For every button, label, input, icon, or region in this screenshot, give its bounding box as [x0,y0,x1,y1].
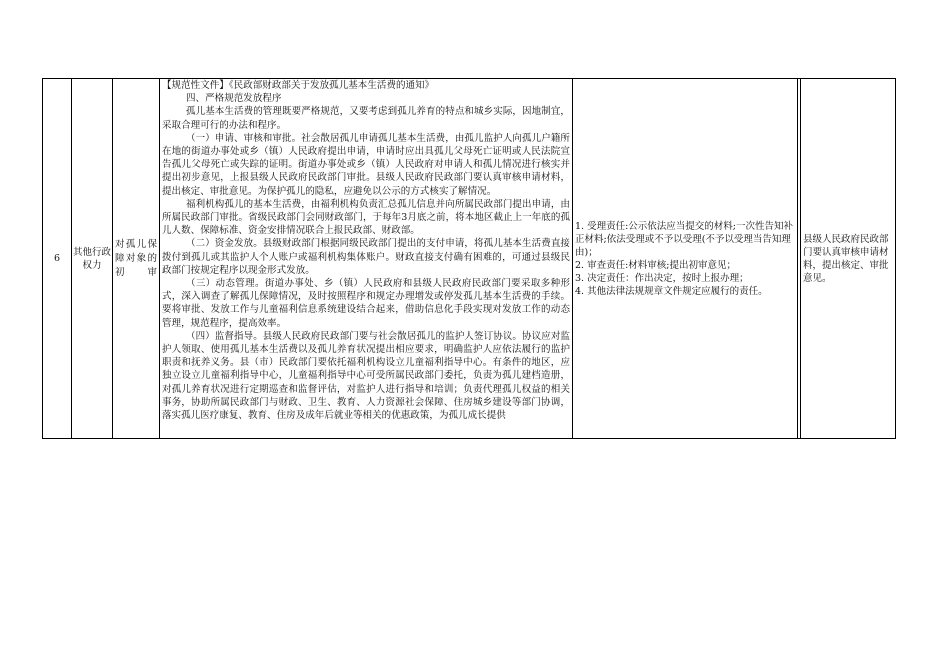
responsibility-table [42,78,896,439]
responsibility-item: 2. 审查责任:材料审核;提出初审意见； [575,259,736,271]
responsibility-item: 4. 其他法律法规规章文件规定应履行的责任。 [575,285,768,297]
department-cell: 县级人民政府民政部门要认真审核申请材料，提出核定、审批意见。 [801,79,896,439]
row-number: 6 [43,79,72,439]
basis-paragraph: 四、严格规范发放程序 [186,93,282,105]
responsibility-item: 1. 受理责任:公示依法应当提交的材料;一次性告知补正材料;依法受理或不予以受理(不予以受理当告知理由)； [575,220,793,258]
power-item: 对孤儿保障对象的初审 [113,79,160,439]
basis-title: 【规范性文件】《民政部财政部关于发放孤儿基本生活费的通知》 [162,80,435,91]
responsibility-cell [573,79,798,439]
basis-paragraph: 孤儿基本生活费的管理既要严格规范，又要考虑到孤儿养育的特点和城乡实际，因地制宜，采取合理可行的办法和程序。 [162,106,570,131]
table-row [43,79,896,439]
basis-paragraph: （一）申请、审核和审批。社会散居孤儿申请孤儿基本生活费，由孤儿监护人向孤儿户籍所在地的街道办事处或乡（镇）人民政府提出申请，申请时应出具孤儿父母死亡证明或人民法院宣告孤儿父母死亡或失踪的证明。街道办事处或乡（镇）人民政府对申请人和孤儿情况进行核实并提出初步意见，上报县级人民政府民政部门审批。县级人民政府民政部门要认真审核申请材料，提出核定、审批意见。为保护孤儿的隐私，应避免以公示的方式核实了解情况。 [162,132,570,197]
basis-paragraph: 福利机构孤儿的基本生活费，由福利机构负责汇总孤儿信息并向所属民政部门提出申请，由所属民政部门审批。省级民政部门会同财政部门，于每年3月底之前，将本地区截止上一年底的孤儿人数、保障标准、资金安排情况联合上报民政部、财政部。 [162,198,570,237]
basis-paragraph: （二）资金发放。县级财政部门根据同级民政部门提出的支付申请，将孤儿基本生活费直接拨付到孤儿或其监护人个人账户或福利机构集体账户。财政直接支付确有困难的，可通过县级民政部门按规定程序以现金形式发放。 [162,238,570,276]
basis-paragraph: （四）监督指导。县级人民政府民政部门要与社会散居孤儿的监护人签订协议。协议应对监护人领取、使用孤儿基本生活费以及孤儿养育状况提出相应要求，明确监护人应依法履行的监护职责和抚养义务。县（市）民政部门要依托福利机构设立儿童福利指导中心。有条件的地区，应独立设立儿童福利指导中心，儿童福利指导中心可受所属民政部门委托，负责为孤儿建档造册，对孤儿养育状况进行定期巡查和监督评估，对监护人进行指导和培训；负责代理孤儿权益的相关事务，协助所属民政部门与财政、卫生、教育、人力资源社会保障、住房城乡建设等部门协调，落实孤儿医疗康复、教育、住房及成年后就业等相关的优惠政策，为孤儿成长提供 [162,330,570,422]
basis-paragraph: （三）动态管理。街道办事处、乡（镇）人民政府和县级人民政府民政部门要采取多种形式，深入调查了解孤儿保障情况，及时按照程序和规定办理增发或停发孤儿基本生活费的手续。要将审批、发放工作与儿童福利信息系统建设结合起来，借助信息化手段实现对发放工作的动态管理，规范程序，提高效率。 [162,278,570,329]
responsibility-item: 3. 决定责任：作出决定，按时上报办理； [575,272,749,284]
legal-basis-cell [160,79,573,439]
power-category: 其他行政权力 [72,79,113,439]
